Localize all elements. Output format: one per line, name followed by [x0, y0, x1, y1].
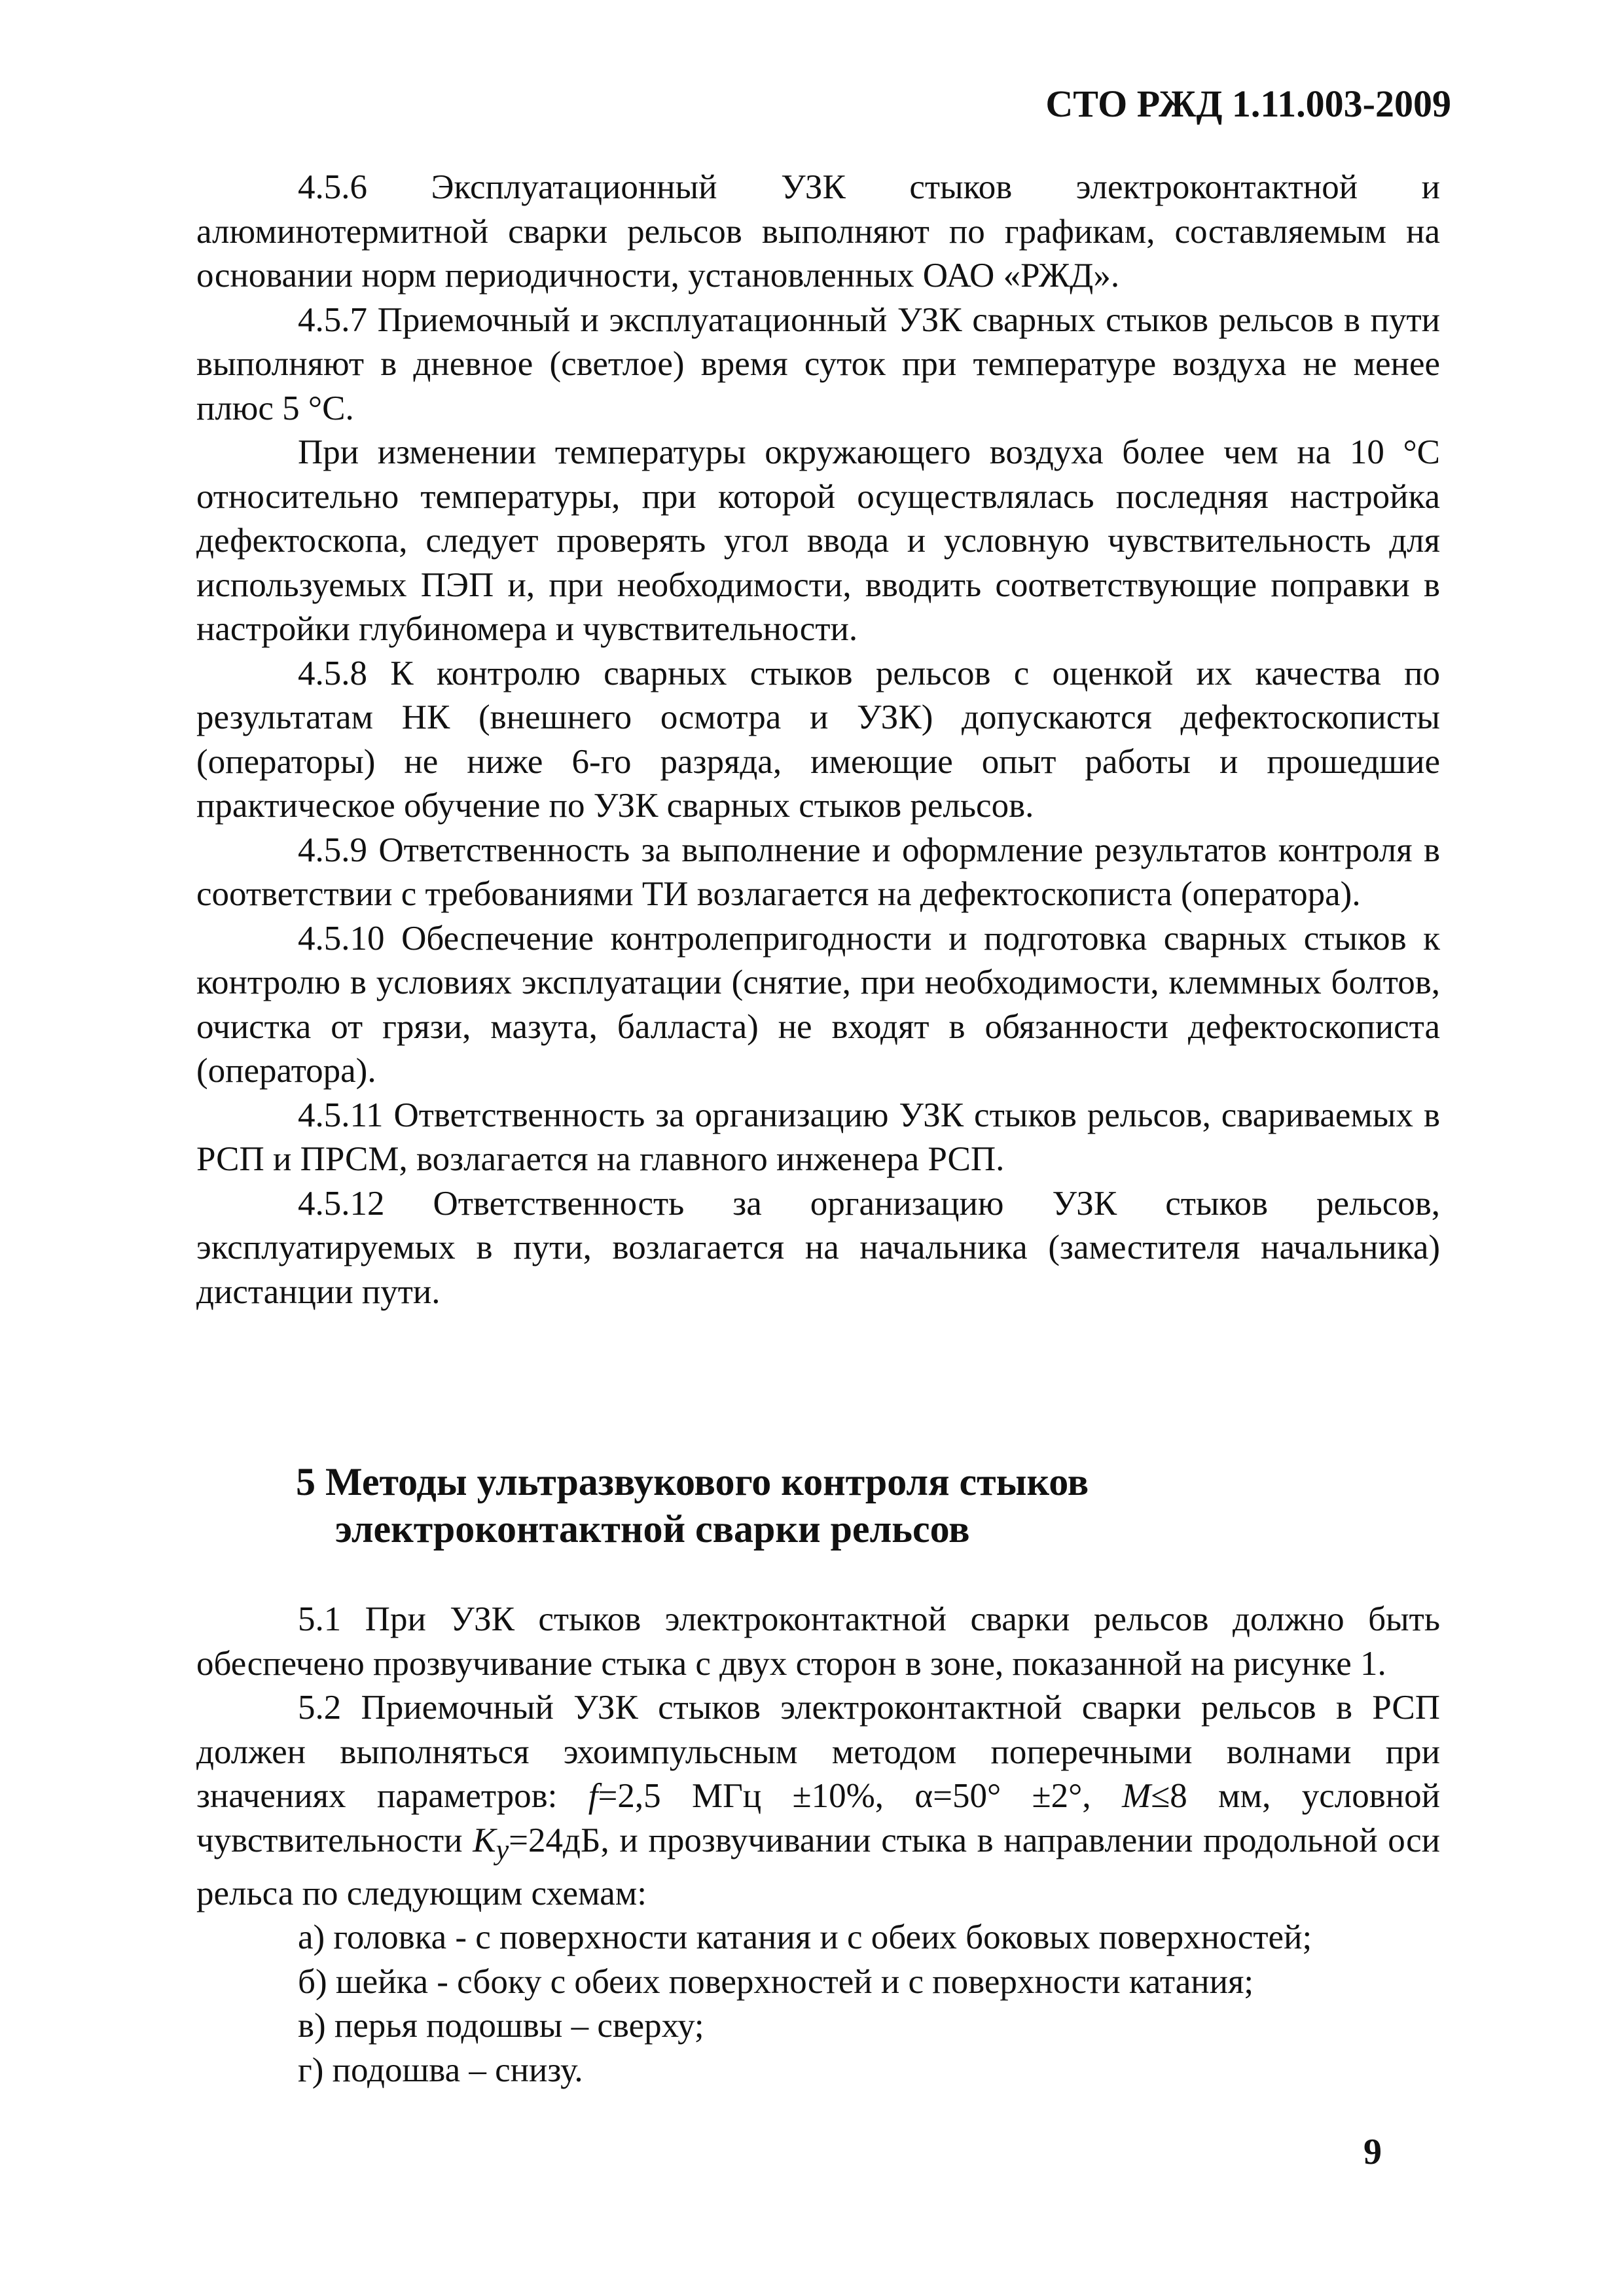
- paragraph-4-5-7: 4.5.7 Приемочный и эксплуатационный УЗК сварных стыков рельсов в пути выполняют в дневное (светлое) время суток при температуре воздуха не менее плюс 5 °С.: [196, 300, 1440, 427]
- section-heading-line-1: 5 Методы ультразвукового контроля стыков: [296, 1460, 1089, 1503]
- depth-value: ≤8 мм, условной чувствительности: [196, 1777, 1440, 1859]
- paragraph-5-2-intro: 5.2 Приемочный УЗК стыков электроконтактной сварки рельсов в РСП должен выполняться эхоимпульсным методом поперечными волнами при значениях параметров:: [196, 1689, 1440, 1815]
- depth-symbol: M: [1121, 1777, 1151, 1815]
- frequency-value: =2,5 МГц ±10%, α=50° ±2°,: [598, 1777, 1122, 1815]
- list-item-a: а) головка - с поверхности катания и с обеих боковых поверхностей;: [298, 1918, 1312, 1957]
- paragraph-4-5-9: 4.5.9 Ответственность за выполнение и оформление результатов контроля в соответствии с требованиями ТИ возлагается на дефектоскописта (оператора).: [196, 831, 1440, 913]
- sensitivity-symbol: K: [473, 1821, 496, 1859]
- list-item-g: г) подошва – снизу.: [298, 2051, 583, 2089]
- page-number: 9: [1363, 2132, 1382, 2172]
- paragraph-5-1: 5.1 При УЗК стыков электроконтактной сварки рельсов должно быть обеспечено прозвучивание стыка с двух сторон в зоне, показанной на рисунке 1.: [196, 1600, 1440, 1683]
- list-item-v: в) перья подошвы – сверху;: [298, 2007, 704, 2045]
- list-item-b: б) шейка - сбоку с обеих поверхностей и с поверхности катания;: [298, 1962, 1254, 2001]
- paragraph-5-2: [196, 1686, 1440, 1916]
- section-5-heading: [296, 1458, 1409, 1552]
- document-code-header: СТО РЖД 1.11.003-2009: [1045, 82, 1451, 125]
- paragraph-4-5-11: 4.5.11 Ответственность за организацию УЗК стыков рельсов, свариваемых в РСП и ПРСМ, возлагается на главного инженера РСП.: [196, 1096, 1440, 1178]
- paragraph-4-5-10: 4.5.10 Обеспечение контролепригодности и подготовка сварных стыков к контролю в условиях эксплуатации (снятие, при необходимости, клеммных болтов, очистка от грязи, мазута, балласта) не входят в обязанности дефектоскописта (оператора).: [196, 919, 1440, 1090]
- paragraph-4-5-6: 4.5.6 Эксплуатационный УЗК стыков электроконтактной и алюминотермитной сварки рельсов выполняют по графикам, составляемым на основании норм периодичности, установленных ОАО «РЖД».: [196, 168, 1440, 295]
- body-text-top: [196, 166, 1440, 1314]
- paragraph-4-5-8: 4.5.8 К контролю сварных стыков рельсов с оценкой их качества по результатам НК (внешнего осмотра и УЗК) допускаются дефектоскописты (операторы) не ниже 6-го разряда, имеющие опыт работы и прошедшие практическое обучение по УЗК сварных стыков рельсов.: [196, 654, 1440, 825]
- paragraph-temperature-change: При изменении температуры окружающего воздуха более чем на 10 °С относительно температуры, при которой осуществлялась последняя настройка дефектоскопа, следует проверять угол ввода и условную чувствительность для используемых ПЭП и, при необходимости, вводить соответствующие поправки в настройки глубиномера и чувствительности.: [196, 433, 1440, 648]
- section-heading-line-2: электроконтактной сварки рельсов: [335, 1507, 970, 1551]
- paragraph-4-5-12: 4.5.12 Ответственность за организацию УЗК стыков рельсов, эксплуатируемых в пути, возлагается на начальника (заместителя начальника) дистанции пути.: [196, 1184, 1440, 1311]
- body-text-section-5: [196, 1598, 1440, 2092]
- frequency-symbol: f: [588, 1777, 598, 1815]
- sensitivity-subscript: y: [496, 1833, 509, 1866]
- sensitivity-value: =24дБ, и прозвучивании стыка в направлении продольной оси рельса по следующим схемам:: [196, 1821, 1440, 1912]
